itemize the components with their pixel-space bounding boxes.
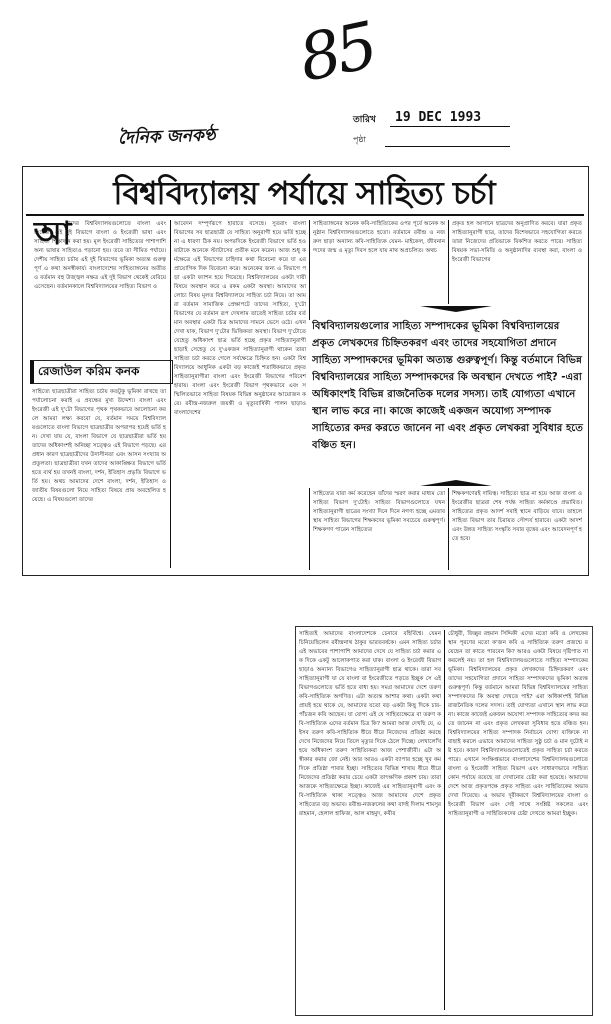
column-4-bottom-paragraph: শিক্ষকগণেরই দায়িত্ব। সাহিত্যে ছাত্র না হয়ে আজ বাংলা ও ইংরেজীর ছাত্ররা শেষ পর্যন্ত সাহিত্য কর্মকাণ্ডে প্রভাবিত। সাহিত্যের প্রকৃত আদর্শ সবাই স্থানে বাড়িয়ে যাবে। তাহলে সাহিত্য বিভাগ তার চিরায়ত সৌন্দর্য হারাবে। একটা আদর্শ এবং উন্নত সাহিত্য সংস্কৃতি সবার বৃত্তের এবং আবেদনপূর্ণ হতে হবে। <box>452 491 582 542</box>
continuation-paragraph-2: চৌধুরী, জিল্লুর রহমান সিদ্দিকী এদের মতো কবি ও লেখকের স্থান পূরণের মতো ক'জন কবি ও সাহিত্যিক তরুণ প্রজন্মে রয়েছেন তা কাতে পারবেন কি? আরও একটা বিষয়ে দৃষ্টিপাত না করলেই নয়। তা হল বিশ্ববিদ্যালয়গুলোতে সাহিত্য সম্পাদকের ভূমিকা। বিশ্ববিদ্যালয়ের প্রকৃত লেখকদের চিহ্নিতকরণ এবং তাদের সহযোগিতা প্রদানে সাহিত্য সম্পাদকদের ভূমিকা অত্যন্ত গুরুত্বপূর্ণ। কিন্তু বর্তমানে আমরা বিভিন্ন বিশ্ববিদ্যালয়ের সাহিত্য সম্পাদকদের কি অবস্থা দেখতে পাই? এরা অধিকাংশই বিভিন্ন রাজনৈতিক দলের সদস্য। তাই যোগ্যতা এখানে স্থান লাভ করে না। কাজে কাজেই একজন অযোগ্য সম্পাদক সাহিত্যের কদর করতে জানেন না এবং প্রকৃত লেখকরা সুবিধার হতে বঞ্চিত হন। বিশ্ববিদ্যালয়ের সাহিত্য সম্পাদক নির্বাচনে যোগ্য ব্যক্তিকে না বাছাই করলে এভাবে আমাদের সাহিত্য সুষ্ঠু চর্চা ও মান দুটোই নষ্ট হবে। কারণ বিশ্ববিদ্যালয়গুলোতেই প্রকৃত সাহিত্য চর্চা করতে পারে। এখানে সংক্ষিপ্তভাবে বাংলাদেশের বিশ্ববিদ্যালয়গুলোতে বাংলা ও ইংরেজী সাহিত্য বিভাগ এবং সাধারণভাবে সাহিত্য কোন পর্যায়ে রয়েছে তা দেখানোর চেষ্টা করা হয়েছে। আমাদের দেশে আজ প্রকৃতপক্ষে প্রকৃত সাহিত্য এবং সাহিত্যিকের অভাব দেখা দিয়েছে। এ অভাব দূরীকরণে বিশ্ববিদ্যালয়ের বাংলা ও ইংরেজী বিভাগ এবং সেই সাথে সংশ্লিষ্ট সকলের এবং সাহিত্যানুরাগী ও সাহিত্যিকদের চেষ্টা দেখতে আমরা ইচ্ছুক। <box>448 631 588 817</box>
column-4-top-paragraph: প্রকৃত হল আসানে ছাত্রদের অনুপ্রাণিত করবে। যারা প্রকৃত সাহিত্যানুরাগী ছাত্র, তাদের বিশেষভাবে সহযোগিতা করতে তারা নিজেদের প্রতিভাকে বিকশিত করতে পারে। সাহিত্য বিষয়ক সভা-সমিতি ও অনুষ্ঠানাদির ব্যবস্থা করা, বাংলা ও ইংরেজী বিভাগের <box>452 221 582 263</box>
column-4-top <box>452 220 582 304</box>
column-2 <box>174 220 306 570</box>
column-1-body <box>32 388 166 570</box>
byline: রেজাউল করিম কনক <box>38 364 140 378</box>
handwritten-page-number: 85 <box>293 9 381 97</box>
headline: বিশ্ববিদ্যালয় পর্যায়ে সাহিত্য চর্চা <box>113 174 495 212</box>
intro-paragraph: মাদের বিশ্ববিদ্যালয়গুলোতে বাংলা এবং ইংরেজী এই দুই বিভাগে বাংলা ও ইংরেজী ভাষা এবং সাহিত্য শিক্ষাদান করা হয়। মূল ইংরেজী সাহিত্যের পাশাপাশি অন্য ভাষার সাহিত্যও পড়ানো হয়। তবে তা সীমিত পর্যায়ে। দেশীয় সাহিত্য চর্চায় এই দুই বিভাগের ভূমিকা অত্যন্ত গুরুত্বপূর্ণ এ কথা অনস্বীকার্য। বাংলাদেশের সাহিত্যাঙ্গনের অতীত ও বর্তমান বহু উজ্জ্বল নক্ষত্র এই দুই বিভাগ থেকেই বেরিয়ে এসেছেন। বর্তমানকালে বিশ্ববিদ্যালয়ের সাহিত্য বিভাগ ও <box>34 221 166 290</box>
date-stamp <box>345 108 525 154</box>
pull-quote-marker-top <box>420 306 492 312</box>
column-3-top-paragraph: সাহিত্যাঙ্গনের অনেক কবি-সাহিত্যিকের ওপর পূর্বে অনেক অনুষ্ঠান বিশ্ববিদ্যালয়গুলোতে হতো। বর্তমানে রবীন্দ্র ও নজরুল ছাড়া অন্যান্য কবি-সাহিত্যিক যেমন- মাইকেল, জীবনানন্দদের জন্ম ও মৃত্যু দিবস হলে যায় নাথ অপ্রচলিত। অথচ <box>313 221 445 254</box>
byline-box <box>30 360 173 384</box>
headline-underline <box>26 214 584 216</box>
continuation-column-2 <box>448 630 588 1010</box>
pull-quote <box>312 318 584 478</box>
pull-quote-text: বিশ্ববিদ্যালয়গুলোর সাহিত্য সম্পাদকের ভূমিকা বিশ্ববিদ্যালয়ের প্রকৃত লেখকদের চিহ্নিতকরণ এবং তাদের সহযোগিতা প্রদানে সাহিত্য সম্পাদকদের ভূমিকা অত্যন্ত গুরুত্বপূর্ণ। কিন্তু বর্তমানে বিভিন্ন বিশ্ববিদ্যালয়ের সাহিত্য সম্পাদকদের কি অবস্থান দেখতে পাই? -এরা অধিকাংশই বিভিন্ন রাজনৈতিক দলের সদস্য। তাই যোগ্যতা এখানে স্থান লাভ করে না। কাজে কাজেই একজন অযোগ্য সম্পাদক সাহিত্যের কদর করতে জানেন না এবং প্রকৃত লেখকরা সুবিধার হতে বঞ্চিত হন। <box>312 321 584 451</box>
column-3-bottom <box>313 490 445 570</box>
newspaper-name: দৈনিক জনকণ্ঠ <box>117 125 216 149</box>
column-1-paragraph: সাহিত্যে ছাত্রছাত্রীরা সাহিত্য চর্চায় কতটুকু ভূমিকা রাখছে তা পর্যালোচনা করাই এ প্রবন্ধের মুখ্য উদ্দেশ্য। বাংলা এবং ইংরেজী এই দু'টো বিভাগের পৃথক পৃথকভাবে আলোচনা করলে আমরা লক্ষ্য করবো যে, বর্তমান সময়ে বিশ্ববিদ্যালয়গুলোতে বাংলা বিভাগে ছাত্রছাত্রীর অপরাপর হয়েই ভর্তি হন। দেখা যায় যে, বাংলা বিভাগে যে ছাত্রছাত্রীরা ভর্তি হয় তাদের অধিকাংশই অনিচ্ছা সত্ত্বেও এই বিভাগে পড়ছে। এর প্রধান কারণ ছাত্রছাত্রীদের উদাসীনতা এবং আসন সংখ্যার অপ্রতুলতা। ছাত্রছাত্রীরা যখন তাদের আকাঙ্ক্ষিত বিভাগে ভর্তি হতে ব্যর্থ হয় তখনই বাংলা, দর্শন, ইতিহাস প্রভৃতি বিভাগে ভর্তি হয়। অথচ আমাদের দেশে বাংলা, দর্শন, ইতিহাস ও জাতীয় বিষয়গুলো নিয়ে সাহিত্য বিষয়ে প্রায় অবহেলিত হয়েছে। এ বিষয়গুলো তাদের <box>32 389 166 503</box>
continuation-column-1 <box>299 630 441 1010</box>
column-3-bottom-paragraph: সাহিত্যের যারা কর্ম করেছেন তাঁদের স্মরণ করার মাধ্যম তো সাহিত্য বিভাগ দু'টোই। সাহিত্য বিভাগগুলোতে যখন সাহিত্যানুরাগী ছাত্রের সংখ্যা দিনে দিনে নগণ্য হচ্ছে এমতাবস্থায় সাহিত্য বিভাগের শিক্ষকদের ভূমিকা সবচেয়ে গুরুত্বপূর্ণ। শিক্ষকগণ পারেন সাহিত্যের <box>313 491 445 533</box>
column-4-bottom <box>452 490 582 570</box>
date-stamp-label: তারিখ <box>353 115 376 125</box>
article-intro <box>34 220 166 360</box>
column-2-paragraph: আবেদন সম্পূর্ণরূপে হারাতে বসেছে। সুতরাং বাংলা বিভাগের সব ছাত্রছাত্রী যে সাহিত্য অনুরাগী হয়ে ভর্তি হচ্ছে না এ ধারণা ঠিক নয়। অপরদিকে ইংরেজী বিভাগে ভর্তি হওয়াটাকে অনেকে স্ট্যাটাসের প্রতীক মনে করেন। আজ শুধু কর্মক্ষেত্রে এই বিভাগের চাহিদার কথা বিবেচনা করে যা এর প্রায়োগিক দিক বিবেচনা করে। অনেকের জন্য এ বিভাগে পড়া একটা ফ্যাশন হয়ে গিয়েছে। বিশ্ববিদ্যালয়ের একটা দায়ী বিষয়ে অবস্থান করে এ রকম একটা অবস্থা। আমাদের আলোচ্য বিষয় মূলত বিশ্ববিদ্যালয়ে সাহিত্য চর্চা নিয়ে। তা আমরা বর্তমান সামাজিক প্রেক্ষাপটে তাদের সাহিত্য, দু'টো বিভাগের যে বর্তমান রূপ দেখলাম তাতেই সাহিত্য চর্চার বর্তমান অবস্থার একটা চিত্র আমাদের সামনে ভেসে ওঠে। এখন দেখা যাক, বিভাগ দু'টোর ভিত্তিকতা অবস্থা। বিভাগ দু'টোতে যেহেতু অধিকাংশ ছাত্র ভর্তি হচ্ছে প্রকৃত সাহিত্যানুরাগী ছাড়াই সেহেতু যে দু'একজন সাহিত্যানুরাগী থাকেন তারা সাহিত্য চর্চা করতে গেলে সর্বক্ষেত্রে চিহ্নিত হন। একটা বিশ্ববিদ্যালয়ে আধুনিক একটা বড় কাজেই শতাধিকভাবে প্রকৃত সাহিত্যানুরাগীরা বাংলা এবং ইংরেজী বিভাগের পরিবেশ হারায়। বাংলা এবং ইংরেজী বিভাগ পৃথকভাবে এবং সম্মিলিতভাবে সাহিত্য বিষয়ক বিভিন্ন অনুষ্ঠানের আয়োজন করে। রবীন্দ্র-নজরুল জয়ন্তী ও মৃত্যুবার্ষিকী পালন ছাড়াও বাংলাদেশের <box>174 221 306 416</box>
drop-cap: আ <box>34 214 72 252</box>
continuation-paragraph-1: সাহিত্যই আমাদের বাংলাদেশকে চেনাবে বহির্বিশ্বে। যেমন চিনিয়েছিলেন রবীন্দ্রনাথ ঠাকুর ভারতবর্ষকে। এমন সাহিত্য চর্চার এই অভাবের পাশাপাশি আমাদের দেখে যে সাহিত্য চর্চা করার এক দিকে একটু আলোকপাত করা যাক। বাংলা ও ইংরেজী বিভাগ ছাড়াও অন্যান্য বিভাগেও সাহিত্যানুরাগী ছাত্র থাকে। তারা সব সাহিত্যানুরাগী যা যে বাংলা বা ইংরেজীতে পড়তে ইচ্ছুক সে এই বিভাগগুলোতে ভর্তি হতে বাধ্য হয়। সমগ্র আমাদের দেশে তরুণ কবি-সাহিত্যিক অগণিত। এটা অত্যন্ত আশার কথা। একটা কথা প্রায়ই হয়ে থাকে যে, আমাদের যতো বড় একটা কিছু দিকে চার-পাঁচজন কবি আছেন। যা যোগ্য এই যে সাহিত্যক্ষেত্রে বা তরুণ কবি-সাহিত্যিক এদের বর্তমান চিত্র কি? আমরা আজ দেখছি যে, এইসব তরুণ কবি-সাহিত্যিক ধীরে ধীরে নিজেদের প্রতিষ্ঠা করছে দেখে নিজেদের নিয়ে তিলে মৃত্যুর দিকে ঠেলে দিচ্ছে। লেখালেখি হয়ে অধিকাংশ তরুণ সাহিত্যিকরা আজ পেশাজীবী। এটা অস্বীকার করার জো নেই। আর আরও একটা ব্যাপার হচ্ছে খুব কম দিকে প্রতিষ্ঠা পাবার ইচ্ছা। সাহিত্যের বিভিন্ন শাখায় ধীরে ধীরে নিজেদের প্রতিষ্ঠা করার চেয়ে একটা তাৎক্ষণিক প্রকাশ চায়। তারা আজকে সাহিত্যক্ষেত্রে ইচ্ছা। কাজেই এর সাহিত্যানুরাগী এবং কবি-সাহিত্যিক থাকা সত্ত্বেও আজ আমাদের দেশে প্রকৃত সাহিত্যের বড় অভাব। রবীন্দ্র-নজরুলের কথা বাদই দিলাম শামসুর রাহমান, হেলাল হাফিজ, আল মাহমুদ, কবীর <box>299 631 441 817</box>
date-stamp-page-label: পৃষ্ঠা <box>353 135 366 144</box>
column-3-top <box>313 220 445 304</box>
date-stamp-date: 19 DEC 1993 <box>395 110 482 125</box>
pull-quote-marker-bottom <box>420 480 492 486</box>
